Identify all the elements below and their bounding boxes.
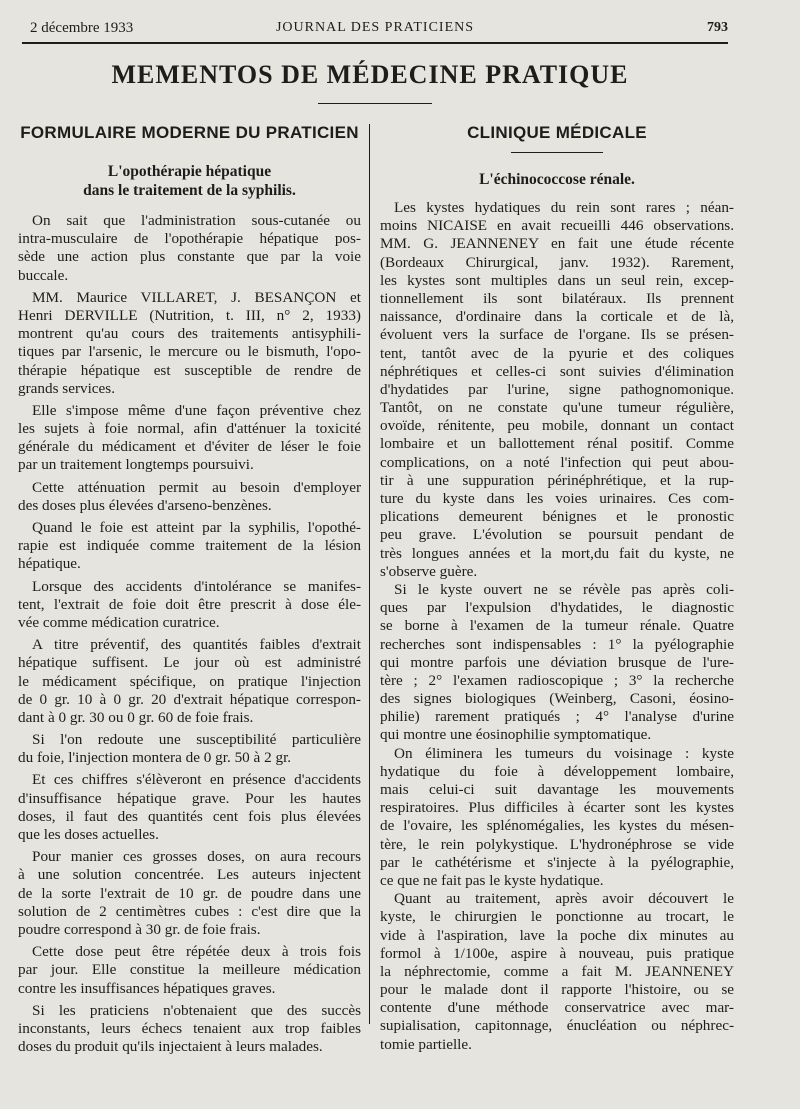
text-line: vide à l'aspiration, lave la poche dix minutes au xyxy=(380,926,734,944)
text-line: d'insuffisance hépatique grave. Pour les hautes xyxy=(18,789,361,807)
text-line: respiratoires. Plus difficiles à écarter sont les kystes xyxy=(380,799,734,817)
text-line: Quant au traitement, après avoir découvert le xyxy=(394,890,734,908)
text-line: par jour. Elle constitue la meilleure médication xyxy=(18,961,361,979)
paragraph xyxy=(380,890,734,1054)
text-line: naissance, d'ordinaire dans la corticale et de là, xyxy=(380,308,734,326)
text-line: se borne à l'examen de la tumeur rénale. Quatre xyxy=(380,617,734,635)
paragraph xyxy=(18,479,361,515)
text-line: tiques par l'arsenic, le mercure ou le bismuth, l'opo- xyxy=(18,343,361,361)
text-line: des doses plus élevées d'arseno-benzènes. xyxy=(18,496,272,514)
text-line: rapie est indiquée comme traitement de la lésion xyxy=(18,537,361,555)
issue-date: 2 décembre 1933 xyxy=(30,20,134,36)
left-article-title xyxy=(18,162,361,200)
paragraph xyxy=(18,731,361,767)
text-line: d'hydatides par l'urine, signe pathognomonique. xyxy=(380,380,734,398)
text-line: moins NICAISE en avait recueilli 446 observations. xyxy=(380,217,734,235)
paragraph xyxy=(18,289,361,398)
paragraph xyxy=(18,212,361,285)
text-line: Elle s'impose même d'une façon préventive chez xyxy=(32,401,361,419)
left-title-line: dans le traitement de la syphilis. xyxy=(83,182,296,199)
text-line: s'observe guère. xyxy=(380,562,478,580)
right-column xyxy=(380,120,734,1054)
text-line: thérapie hépatique est susceptible de rendre de xyxy=(18,361,361,379)
text-line: buccale. xyxy=(18,266,69,284)
text-line: Cette atténuation permit au besoin d'employer xyxy=(32,478,361,496)
text-line: sède une action plus constante que par la voie xyxy=(18,248,361,266)
text-line: plications demeurent bénignes et le pronostic xyxy=(380,508,734,526)
text-line: Tantôt, on ne constate qu'une tumeur régulière, xyxy=(380,399,734,417)
text-line: ovoïde, rénitente, peu mobile, donnant un contact xyxy=(380,417,734,435)
text-line: les sujets à foie normal, afin d'atténuer la toxicité xyxy=(18,420,361,438)
left-section-heading: FORMULAIRE MODERNE DU PRATICIEN xyxy=(20,123,359,142)
text-line: hépatique. xyxy=(18,555,81,573)
paragraph xyxy=(18,519,361,574)
text-line: doses du produit qu'ils injectaient à leurs malades. xyxy=(18,1038,323,1056)
text-line: tère, le rein polykystique. L'hydronéphrose se vide xyxy=(380,835,734,853)
paragraph xyxy=(380,581,734,745)
text-line: qui montre parfois une déviation brusque de l'ure- xyxy=(380,653,734,671)
text-line: contente d'une méthode conservatrice avec mar- xyxy=(380,999,734,1017)
text-line: Pour manier ces grosses doses, on aura recours xyxy=(32,848,361,866)
page-title: MEMENTOS DE MÉDECINE PRATIQUE xyxy=(111,60,629,89)
paragraph xyxy=(18,402,361,475)
text-line: ture du kyste dans les voies urinaires. Ces com- xyxy=(380,490,734,507)
text-line: du foie, l'injection montera de 0 gr. 50 à 2 gr. xyxy=(18,749,292,767)
left-column xyxy=(18,120,361,1060)
text-line: la néphrectomie, comme a fait M. JEANNENEY xyxy=(380,962,734,980)
left-article-body xyxy=(18,212,361,1056)
text-line: générale du médicament et d'éviter de léser le foie xyxy=(18,438,361,456)
text-line: contre les insuffisances hépatiques graves. xyxy=(18,979,276,997)
text-line: On sait que l'administration sous-cutanée ou xyxy=(32,212,361,229)
text-line: le médicament spécifique, on pratique l'injection xyxy=(18,672,361,690)
text-line: peu grave. L'évolution se poursuit pendant de xyxy=(380,526,734,544)
text-line: les kystes sont multiples dans un seul rein, excep- xyxy=(380,271,734,289)
text-line: néphrétiques et celles-ci sont suivies d'élimination xyxy=(380,362,734,380)
text-line: doses, il faut des quantités cent fois plus élevées xyxy=(18,807,361,825)
text-line: kyste, le chirurgien le ponctionne au trocart, le xyxy=(380,908,734,926)
text-line: Quand le foie est atteint par la syphilis, l'opothé- xyxy=(32,519,361,536)
text-line: de l'ovaire, les splénomégalies, les kystes du mésen- xyxy=(380,817,734,835)
text-line: recherches sont indispensables : 1° la pyélographie xyxy=(380,635,734,653)
text-line: des signes biologiques (Weinberg, Casoni, éosino- xyxy=(380,690,734,708)
text-line: tère ; 2° l'examen radioscopique ; 3° la recherche xyxy=(380,671,734,689)
paragraph xyxy=(18,1002,361,1057)
paragraph xyxy=(18,848,361,939)
column-divider xyxy=(369,124,370,1024)
text-line: A titre préventif, des quantités faibles d'extrait xyxy=(32,636,361,654)
text-line: tir à une suppuration périnéphrétique, et la rup- xyxy=(380,471,734,489)
text-line: Si les praticiens n'obtenaient que des succès xyxy=(32,1001,361,1019)
text-line: par le cathétérisme et s'injecte à la pyélographie, xyxy=(380,853,734,871)
text-line: supialisation, capitonnage, énucléation ou néphrec- xyxy=(380,1017,734,1035)
text-line: (Bordeaux Chirurgical, janv. 1932). Rarement, xyxy=(380,253,734,271)
text-line: Si l'on redoute une susceptibilité particulière xyxy=(32,731,361,749)
right-article-body xyxy=(380,199,734,1054)
paragraph xyxy=(18,636,361,727)
text-line: de la sorte l'extrait de 10 gr. de poudre dans une xyxy=(18,884,361,902)
text-line: intra-musculaire de l'opothérapie hépatique pos- xyxy=(18,230,361,248)
text-line: vée comme médication curatrice. xyxy=(18,613,220,631)
text-line: hépatique suffisent. Le jour où est administré xyxy=(18,654,361,672)
text-line: formol à 1/100e, aspire à nouveau, puis pratique xyxy=(380,944,734,962)
text-line: pour le malade dont il rapporte l'histoire, ou se xyxy=(380,981,734,999)
journal-name: JOURNAL DES PRATICIENS xyxy=(275,20,475,35)
text-line: tent, tantôt avec de la pyurie et des coliques xyxy=(380,344,734,362)
text-line: On éliminera les tumeurs du voisinage : kyste xyxy=(394,744,734,762)
text-line: Henri DERVILLE (Nutrition, t. III, n° 2, 1933) xyxy=(18,306,361,324)
text-line: montrent qu'au cours des traitements antisyphili- xyxy=(18,325,361,343)
text-line: MM. G. JEANNENEY en fait une étude récente xyxy=(380,235,734,253)
paragraph xyxy=(18,771,361,844)
text-line: Cette dose peut être répétée deux à trois fois xyxy=(32,943,361,961)
text-line: Lorsque des accidents d'intolérance se manifes- xyxy=(32,577,361,595)
text-line: inconstants, leurs échecs tenaient aux trop faibles xyxy=(18,1019,361,1037)
section-rule xyxy=(511,152,603,153)
text-line: poudre correspond à 30 gr. de foie frais. xyxy=(18,920,261,938)
page-number: 793 xyxy=(707,20,728,35)
text-line: MM. Maurice VILLARET, J. BESANÇON et xyxy=(32,288,361,306)
text-line: tomie partielle. xyxy=(380,1035,472,1053)
text-line: à une solution concentrée. Les auteurs injectent xyxy=(18,866,361,884)
text-line: qui montre une éosinophilie symptomatique. xyxy=(380,726,652,744)
running-header xyxy=(22,16,728,44)
text-line: philie) rarement pratiqués ; 4° l'analyse d'urine xyxy=(380,708,734,726)
text-line: lombaire et un ballottement rénal positif. Comme xyxy=(380,435,734,453)
text-line: de 0 gr. 10 à 0 gr. 20 d'extrait hépatique correspon- xyxy=(18,690,361,708)
paragraph xyxy=(18,578,361,633)
text-line: mais celui-ci suit davantage les mouvements xyxy=(380,781,734,798)
text-line: Et ces chiffres s'élèveront en présence d'accidents xyxy=(32,771,361,789)
text-line: dant à 0 gr. 30 ou 0 gr. 60 de foie frais. xyxy=(18,708,254,726)
text-line: que les doses actuelles. xyxy=(18,826,159,843)
text-line: Les kystes hydatiques du rein sont rares ; néan- xyxy=(394,199,734,216)
paragraph xyxy=(380,745,734,891)
text-line: solution de 2 centimètres cubes : c'est dire que la xyxy=(18,902,361,920)
text-line: très longues années et la mort,du fait du kyste, ne xyxy=(380,544,734,562)
text-line: ques par l'expulsion d'hydatides, le diagnostic xyxy=(380,599,734,617)
right-article-title: L'échinococcose rénale. xyxy=(479,171,635,188)
paragraph xyxy=(18,943,361,998)
left-title-line: L'opothérapie hépatique xyxy=(107,163,272,180)
text-line: tent, l'extrait de foie doit être prescrit à dose éle- xyxy=(18,595,361,613)
text-line: tionnellement ils sont bilatéraux. Ils prennent xyxy=(380,289,734,307)
text-line: complications, on a noté l'infection qui peut abou- xyxy=(380,453,734,471)
text-line: par un traitement longtemps poursuivi. xyxy=(18,456,254,474)
text-line: ce que ne fait pas le kyste hydatique. xyxy=(380,871,604,889)
text-line: évoluent vers la surface de l'organe. Ils se présen- xyxy=(380,326,734,344)
text-line: Si le kyste ouvert ne se révèle pas après coli- xyxy=(394,580,734,598)
text-line: grands services. xyxy=(18,379,115,397)
paragraph xyxy=(380,199,734,581)
right-section-heading: CLINIQUE MÉDICALE xyxy=(467,123,647,142)
title-rule xyxy=(318,103,432,104)
text-line: hydatique du foie à développement lombaire, xyxy=(380,762,734,780)
